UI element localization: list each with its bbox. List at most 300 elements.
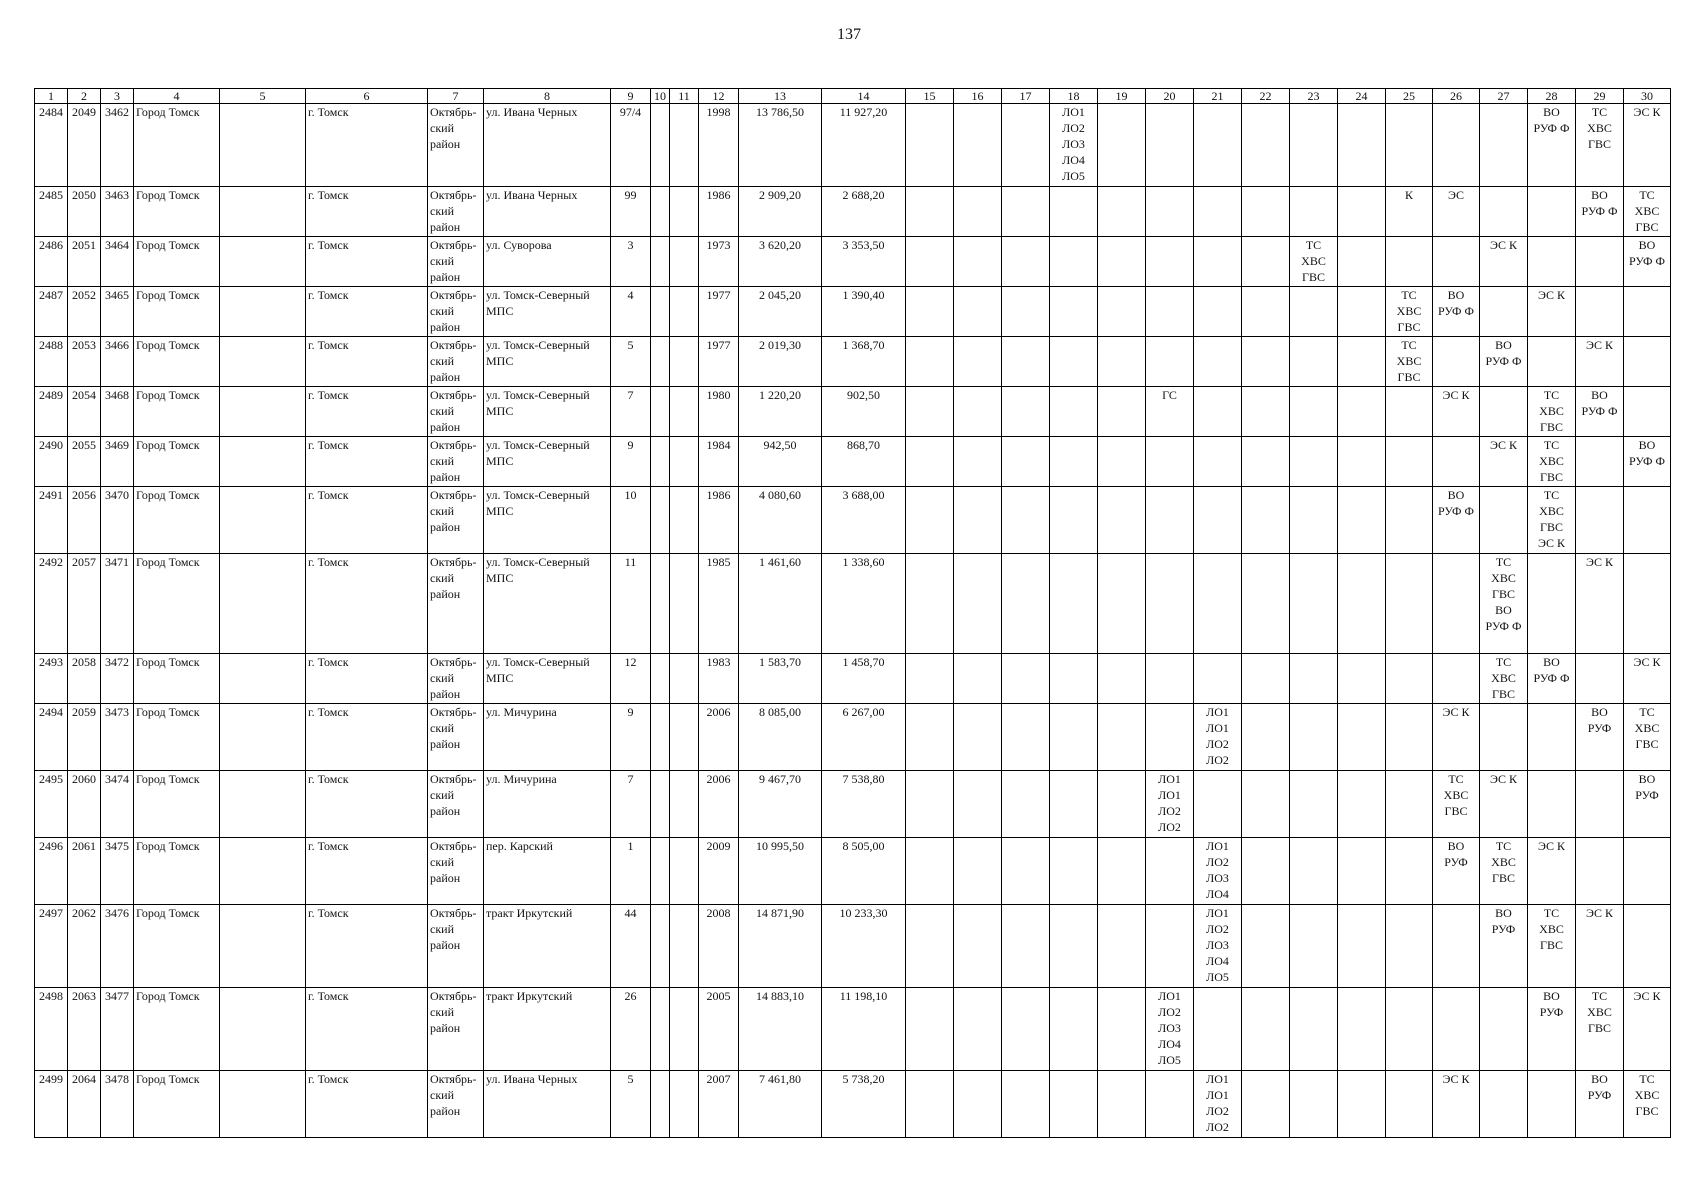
table-cell xyxy=(670,187,699,237)
table-cell: ул. Томск-Северный МПС xyxy=(484,337,611,387)
table-cell: г. Томск xyxy=(306,187,428,237)
table-cell xyxy=(1242,905,1290,988)
table-cell xyxy=(1624,905,1671,988)
table-cell: 1 368,70 xyxy=(822,337,906,387)
table-cell: 8 505,00 xyxy=(822,838,906,905)
table-cell: 3 620,20 xyxy=(739,237,822,287)
table-cell xyxy=(670,437,699,487)
table-cell xyxy=(1050,654,1098,704)
table-cell xyxy=(1194,387,1242,437)
table-cell: ТС ХВС ГВС xyxy=(1433,771,1480,838)
table-cell xyxy=(906,487,954,554)
table-row xyxy=(35,287,1671,337)
table-cell: Октябрь- ский район xyxy=(428,1071,484,1138)
table-cell xyxy=(906,287,954,337)
table-cell xyxy=(1290,905,1338,988)
table-cell xyxy=(1146,337,1194,387)
table-cell: Город Томск xyxy=(134,988,220,1071)
table-cell: 2492 xyxy=(35,554,68,654)
table-cell xyxy=(1480,1071,1528,1138)
table-cell xyxy=(1433,437,1480,487)
column-number-header: 13 xyxy=(739,89,822,104)
table-cell xyxy=(1290,187,1338,237)
table-cell xyxy=(670,287,699,337)
table-cell xyxy=(906,104,954,187)
column-number-header: 10 xyxy=(651,89,670,104)
table-cell xyxy=(1146,104,1194,187)
table-cell xyxy=(1050,1071,1098,1138)
table-cell: Город Томск xyxy=(134,704,220,771)
table-cell xyxy=(1146,704,1194,771)
table-cell xyxy=(651,337,670,387)
table-cell xyxy=(1480,287,1528,337)
table-cell xyxy=(651,104,670,187)
table-cell: 1998 xyxy=(699,104,739,187)
table-cell: Октябрь- ский район xyxy=(428,905,484,988)
table-cell xyxy=(1146,905,1194,988)
table-cell: 3464 xyxy=(101,237,134,287)
table-cell xyxy=(1386,104,1433,187)
table-cell: 11 198,10 xyxy=(822,988,906,1071)
table-cell: ТС ХВС ГВС xyxy=(1528,387,1576,437)
table-cell xyxy=(1242,237,1290,287)
table-cell: ВО РУФ Ф xyxy=(1433,287,1480,337)
column-number-header: 6 xyxy=(306,89,428,104)
table-cell: 3471 xyxy=(101,554,134,654)
table-cell xyxy=(1242,838,1290,905)
table-cell: Октябрь- ский район xyxy=(428,187,484,237)
table-cell xyxy=(1290,771,1338,838)
table-cell xyxy=(1242,654,1290,704)
table-cell xyxy=(1050,988,1098,1071)
table-cell xyxy=(954,437,1002,487)
table-cell: 1 461,60 xyxy=(739,554,822,654)
table-cell xyxy=(1386,1071,1433,1138)
table-cell xyxy=(1146,287,1194,337)
column-number-header: 23 xyxy=(1290,89,1338,104)
table-cell xyxy=(1002,187,1050,237)
table-cell xyxy=(1433,905,1480,988)
table-cell xyxy=(670,487,699,554)
table-cell xyxy=(1098,387,1146,437)
table-cell: 2064 xyxy=(68,1071,101,1138)
table-cell: Город Томск xyxy=(134,104,220,187)
table-cell: Октябрь- ский район xyxy=(428,554,484,654)
column-number-header: 25 xyxy=(1386,89,1433,104)
table-cell: 9 467,70 xyxy=(739,771,822,838)
table-cell: ЭС К xyxy=(1480,237,1528,287)
table-cell: 1 338,60 xyxy=(822,554,906,654)
table-cell xyxy=(906,771,954,838)
table-cell xyxy=(1290,654,1338,704)
table-cell xyxy=(1002,387,1050,437)
table-cell xyxy=(1528,187,1576,237)
table-cell xyxy=(1338,1071,1386,1138)
table-cell: ул. Ивана Черных xyxy=(484,104,611,187)
table-cell xyxy=(1050,554,1098,654)
table-cell: 2063 xyxy=(68,988,101,1071)
table-cell: Город Томск xyxy=(134,487,220,554)
table-cell xyxy=(220,487,306,554)
table-cell: 2 688,20 xyxy=(822,187,906,237)
table-cell: ВО РУФ xyxy=(1576,704,1624,771)
table-cell: 4 xyxy=(611,287,651,337)
table-cell: г. Томск xyxy=(306,704,428,771)
table-cell: 3478 xyxy=(101,1071,134,1138)
table-cell: 3477 xyxy=(101,988,134,1071)
table-cell: 8 085,00 xyxy=(739,704,822,771)
table-cell xyxy=(1146,654,1194,704)
table-cell: 2007 xyxy=(699,1071,739,1138)
table-cell: 9 xyxy=(611,437,651,487)
table-cell xyxy=(954,988,1002,1071)
table-cell: ВО РУФ Ф xyxy=(1480,337,1528,387)
table-cell: 7 461,80 xyxy=(739,1071,822,1138)
table-cell xyxy=(1290,437,1338,487)
table-cell: К xyxy=(1386,187,1433,237)
table-cell: ЛО1 ЛО1 ЛО2 ЛО2 xyxy=(1194,1071,1242,1138)
table-cell: 12 xyxy=(611,654,651,704)
table-cell xyxy=(651,704,670,771)
table-cell xyxy=(1002,838,1050,905)
table-cell: 5 xyxy=(611,1071,651,1138)
table-cell xyxy=(1002,554,1050,654)
table-cell xyxy=(1624,554,1671,654)
table-cell xyxy=(220,237,306,287)
table-cell xyxy=(954,287,1002,337)
table-cell xyxy=(1624,838,1671,905)
table-cell: 1 583,70 xyxy=(739,654,822,704)
table-cell: г. Томск xyxy=(306,487,428,554)
table-cell: Октябрь- ский район xyxy=(428,104,484,187)
table-cell: 10 xyxy=(611,487,651,554)
table-cell xyxy=(906,554,954,654)
table-cell xyxy=(954,487,1002,554)
table-cell xyxy=(1386,437,1433,487)
table-cell xyxy=(220,104,306,187)
table-cell: ЭС К xyxy=(1624,104,1671,187)
column-number-header: 28 xyxy=(1528,89,1576,104)
table-cell: 7 538,80 xyxy=(822,771,906,838)
table-cell xyxy=(651,771,670,838)
table-cell: 9 xyxy=(611,704,651,771)
table-cell xyxy=(1528,704,1576,771)
table-cell: Город Томск xyxy=(134,387,220,437)
table-cell: 3466 xyxy=(101,337,134,387)
table-cell: 2493 xyxy=(35,654,68,704)
table-cell: 2498 xyxy=(35,988,68,1071)
table-cell: 2494 xyxy=(35,704,68,771)
table-cell xyxy=(1002,287,1050,337)
table-cell xyxy=(670,704,699,771)
table-cell xyxy=(1433,554,1480,654)
column-number-header: 30 xyxy=(1624,89,1671,104)
table-cell: ТС ХВС ГВС ЭС К xyxy=(1528,487,1576,554)
table-cell: Город Томск xyxy=(134,838,220,905)
table-cell xyxy=(1050,287,1098,337)
table-cell: ул. Ивана Черных xyxy=(484,187,611,237)
table-cell xyxy=(670,771,699,838)
table-cell: 1977 xyxy=(699,337,739,387)
table-cell xyxy=(1002,1071,1050,1138)
table-cell: 26 xyxy=(611,988,651,1071)
table-cell: 2 019,30 xyxy=(739,337,822,387)
table-cell: ул. Томск-Северный МПС xyxy=(484,487,611,554)
table-cell: ТС ХВС ГВС xyxy=(1576,988,1624,1071)
table-cell xyxy=(1098,654,1146,704)
table-cell xyxy=(1338,187,1386,237)
column-number-header: 18 xyxy=(1050,89,1098,104)
table-cell: 2052 xyxy=(68,287,101,337)
table-cell: 3 xyxy=(611,237,651,287)
table-cell: Октябрь- ский район xyxy=(428,704,484,771)
table-cell: 1973 xyxy=(699,237,739,287)
table-cell: г. Томск xyxy=(306,654,428,704)
table-cell xyxy=(1386,554,1433,654)
table-cell xyxy=(1098,187,1146,237)
table-cell xyxy=(651,237,670,287)
table-cell: 14 871,90 xyxy=(739,905,822,988)
table-cell: Октябрь- ский район xyxy=(428,654,484,704)
table-cell: ТС ХВС ГВС xyxy=(1624,704,1671,771)
table-cell: 3 688,00 xyxy=(822,487,906,554)
table-cell xyxy=(220,387,306,437)
table-cell xyxy=(1242,104,1290,187)
table-cell: ЭС К xyxy=(1433,387,1480,437)
table-cell: 3468 xyxy=(101,387,134,437)
column-number-header: 20 xyxy=(1146,89,1194,104)
table-cell: 99 xyxy=(611,187,651,237)
table-cell xyxy=(670,337,699,387)
table-cell xyxy=(1290,988,1338,1071)
table-cell: 2006 xyxy=(699,771,739,838)
table-cell: 7 xyxy=(611,387,651,437)
table-row xyxy=(35,1071,1671,1138)
table-cell xyxy=(1194,771,1242,838)
column-number-header: 29 xyxy=(1576,89,1624,104)
table-cell xyxy=(670,554,699,654)
table-cell: ТС ХВС ГВС xyxy=(1528,437,1576,487)
table-cell: г. Томск xyxy=(306,988,428,1071)
table-row xyxy=(35,554,1671,654)
table-cell: ТС ХВС ГВС xyxy=(1480,654,1528,704)
column-number-header: 27 xyxy=(1480,89,1528,104)
table-cell: Октябрь- ский район xyxy=(428,437,484,487)
table-cell xyxy=(1290,337,1338,387)
table-cell xyxy=(1194,654,1242,704)
table-cell xyxy=(1290,387,1338,437)
table-cell xyxy=(1194,437,1242,487)
table-cell xyxy=(1624,487,1671,554)
table-cell: 2487 xyxy=(35,287,68,337)
table-row xyxy=(35,187,1671,237)
table-cell xyxy=(1386,654,1433,704)
table-cell: Город Томск xyxy=(134,187,220,237)
table-cell xyxy=(1338,771,1386,838)
table-cell xyxy=(1338,287,1386,337)
table-cell xyxy=(1098,437,1146,487)
table-cell xyxy=(1480,704,1528,771)
table-cell xyxy=(651,287,670,337)
table-cell xyxy=(1528,554,1576,654)
table-cell: ВО РУФ xyxy=(1624,771,1671,838)
column-number-header: 8 xyxy=(484,89,611,104)
table-cell: ул. Томск-Северный МПС xyxy=(484,554,611,654)
table-cell: 10 995,50 xyxy=(739,838,822,905)
table-cell xyxy=(1050,337,1098,387)
table-cell: 2061 xyxy=(68,838,101,905)
table-cell: 3476 xyxy=(101,905,134,988)
table-cell xyxy=(1098,337,1146,387)
table-cell: ВО РУФ xyxy=(1433,838,1480,905)
table-cell xyxy=(651,1071,670,1138)
table-cell xyxy=(1386,487,1433,554)
table-cell: ЛО1 ЛО2 ЛО3 ЛО4 xyxy=(1194,838,1242,905)
table-cell: г. Томск xyxy=(306,437,428,487)
column-number-header: 19 xyxy=(1098,89,1146,104)
column-number-header: 2 xyxy=(68,89,101,104)
table-cell: г. Томск xyxy=(306,287,428,337)
table-cell xyxy=(1433,988,1480,1071)
table-cell xyxy=(1338,104,1386,187)
table-cell: 7 xyxy=(611,771,651,838)
table-cell xyxy=(1338,554,1386,654)
table-cell: ТС ХВС ГВС xyxy=(1576,104,1624,187)
table-cell: 2489 xyxy=(35,387,68,437)
table-cell xyxy=(1002,104,1050,187)
table-cell xyxy=(1242,487,1290,554)
table-cell: 1 xyxy=(611,838,651,905)
table-row xyxy=(35,838,1671,905)
table-cell xyxy=(1002,704,1050,771)
table-cell: ВО РУФ xyxy=(1576,1071,1624,1138)
table-cell: 3473 xyxy=(101,704,134,771)
table-cell: 1984 xyxy=(699,437,739,487)
table-cell xyxy=(670,1071,699,1138)
table-cell: 4 080,60 xyxy=(739,487,822,554)
table-cell xyxy=(1146,237,1194,287)
table-cell: 2054 xyxy=(68,387,101,437)
table-cell xyxy=(1242,337,1290,387)
table-cell: Город Томск xyxy=(134,905,220,988)
table-cell: 2 045,20 xyxy=(739,287,822,337)
table-cell: г. Томск xyxy=(306,237,428,287)
table-cell: ул. Томск-Северный МПС xyxy=(484,287,611,337)
table-cell xyxy=(670,104,699,187)
column-number-header: 24 xyxy=(1338,89,1386,104)
table-cell: Город Томск xyxy=(134,437,220,487)
table-cell: 2058 xyxy=(68,654,101,704)
table-cell: ул. Томск-Северный МПС xyxy=(484,437,611,487)
table-row xyxy=(35,387,1671,437)
table-cell xyxy=(1050,237,1098,287)
table-cell xyxy=(651,437,670,487)
table-cell: 2056 xyxy=(68,487,101,554)
table-cell: ТС ХВС ГВС xyxy=(1290,237,1338,287)
table-cell: ТС ХВС ГВС ВО РУФ Ф xyxy=(1480,554,1528,654)
table-cell xyxy=(651,905,670,988)
table-cell xyxy=(1050,905,1098,988)
table-cell: ВО РУФ Ф xyxy=(1528,104,1576,187)
table-cell xyxy=(1624,287,1671,337)
column-number-header: 22 xyxy=(1242,89,1290,104)
table-cell xyxy=(1480,187,1528,237)
table-cell xyxy=(220,905,306,988)
table-cell xyxy=(1290,554,1338,654)
table-cell: ТС ХВС ГВС xyxy=(1386,337,1433,387)
table-cell: ТС ХВС ГВС xyxy=(1624,1071,1671,1138)
column-number-header: 11 xyxy=(670,89,699,104)
table-cell xyxy=(1528,771,1576,838)
table-cell: ЭС К xyxy=(1433,704,1480,771)
table-cell xyxy=(1194,554,1242,654)
table-cell xyxy=(1480,104,1528,187)
table-cell: ул. Мичурина xyxy=(484,771,611,838)
table-cell: 2055 xyxy=(68,437,101,487)
table-cell: 1986 xyxy=(699,187,739,237)
table-cell xyxy=(1050,838,1098,905)
table-cell xyxy=(1242,988,1290,1071)
table-cell: 2062 xyxy=(68,905,101,988)
table-cell: г. Томск xyxy=(306,337,428,387)
table-cell xyxy=(220,437,306,487)
table-cell xyxy=(1576,437,1624,487)
column-number-header: 4 xyxy=(134,89,220,104)
column-number-row xyxy=(35,89,1671,104)
table-cell xyxy=(1338,437,1386,487)
table-cell: ЭС К xyxy=(1576,905,1624,988)
table-cell xyxy=(1624,337,1671,387)
table-cell: 2057 xyxy=(68,554,101,654)
table-cell: ВО РУФ Ф xyxy=(1576,187,1624,237)
table-cell: ул. Суворова xyxy=(484,237,611,287)
table-cell xyxy=(1146,437,1194,487)
table-cell xyxy=(1338,905,1386,988)
table-cell: ГС xyxy=(1146,387,1194,437)
table-cell xyxy=(1146,487,1194,554)
table-cell xyxy=(954,654,1002,704)
table-cell: 1980 xyxy=(699,387,739,437)
table-cell xyxy=(220,988,306,1071)
table-cell xyxy=(1098,554,1146,654)
table-cell xyxy=(670,838,699,905)
table-cell: Октябрь- ский район xyxy=(428,387,484,437)
table-cell: 5 738,20 xyxy=(822,1071,906,1138)
table-cell xyxy=(954,554,1002,654)
table-body xyxy=(35,104,1671,1138)
table-cell xyxy=(1480,988,1528,1071)
table-cell: 13 786,50 xyxy=(739,104,822,187)
table-cell xyxy=(1433,237,1480,287)
table-cell: Город Томск xyxy=(134,554,220,654)
table-cell xyxy=(651,554,670,654)
table-cell xyxy=(670,654,699,704)
table-cell: 2050 xyxy=(68,187,101,237)
table-cell xyxy=(1194,337,1242,387)
table-cell: 1986 xyxy=(699,487,739,554)
table-cell xyxy=(1194,104,1242,187)
table-cell xyxy=(1194,988,1242,1071)
table-cell xyxy=(1098,104,1146,187)
table-cell xyxy=(1098,771,1146,838)
table-cell xyxy=(1242,554,1290,654)
table-cell xyxy=(220,187,306,237)
table-cell xyxy=(1242,187,1290,237)
table-cell xyxy=(1290,287,1338,337)
table-cell: г. Томск xyxy=(306,838,428,905)
table-cell xyxy=(1002,237,1050,287)
table-cell xyxy=(1098,988,1146,1071)
